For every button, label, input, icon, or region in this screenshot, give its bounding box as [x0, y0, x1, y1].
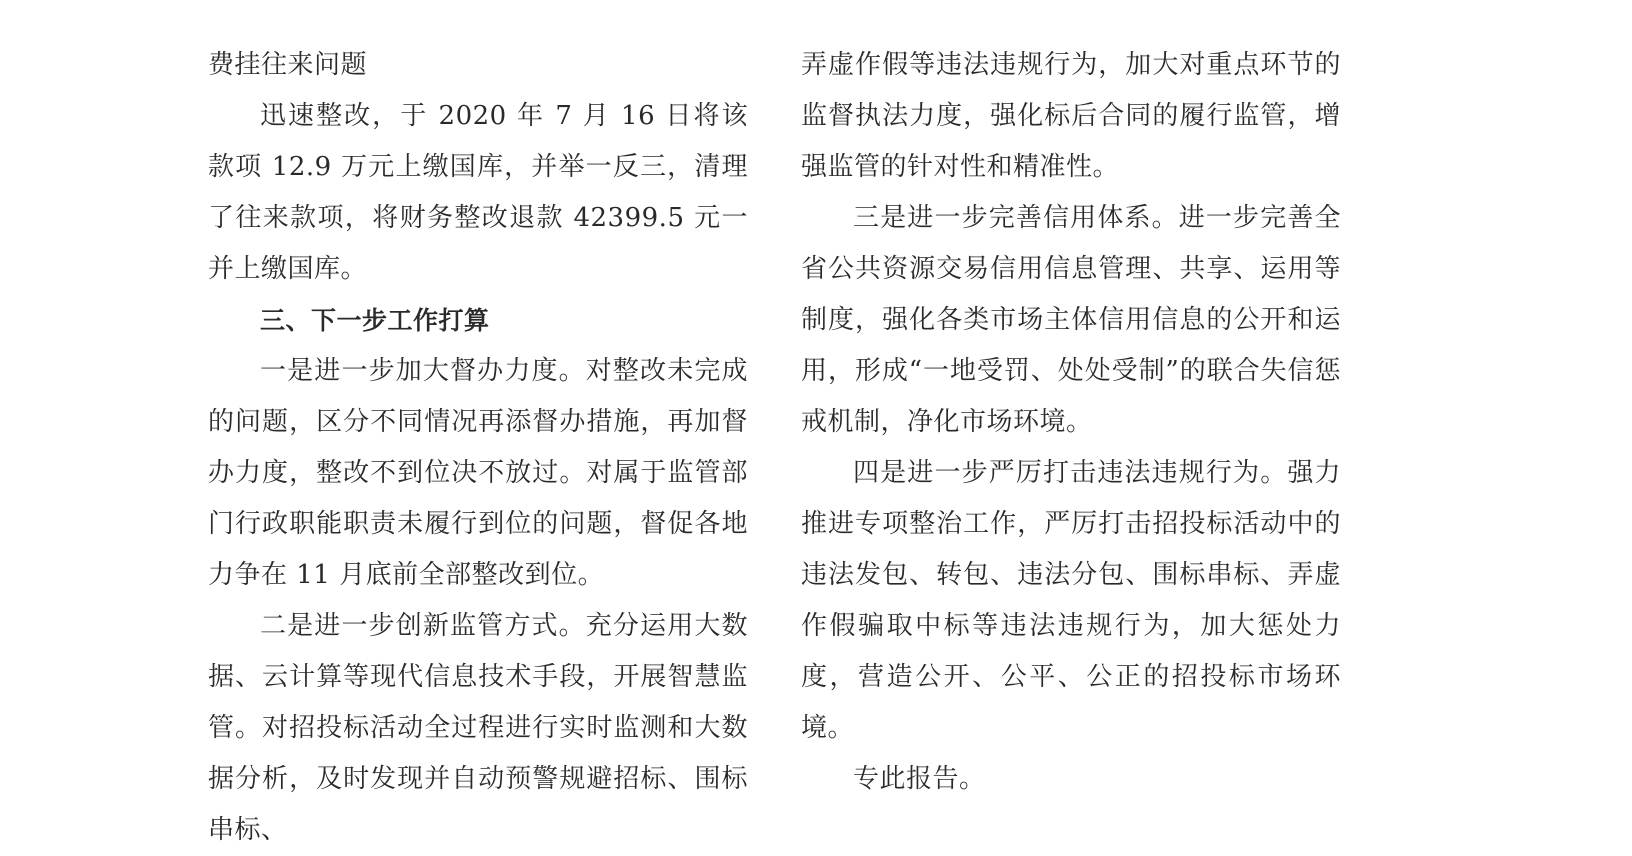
- paragraph-continuation: 费挂往来问题: [208, 50, 368, 80]
- paragraph-point-four: 四是进一步严厉打击违法违规行为。强力推进专项整治工作，严厉打击招投标活动中的违法发包、转包、违法分包、围标串标、弄虚作假骗取中标等违法违规行为，加大惩处力度，营造公开、公平、公正的招投标市场环境。: [801, 458, 1341, 743]
- paragraph-point-two-continued: 弄虚作假等违法违规行为，加大对重点环节的监督执法力度，强化标后合同的履行监管，增强监管的针对性和精准性。: [801, 50, 1341, 182]
- paragraph-rectification: 迅速整改，于 2020 年 7 月 16 日将该款项 12.9 万元上缴国库，并举一反三，清理了往来款项，将财务整改退款 42399.5 元一并上缴国库。: [208, 101, 748, 284]
- right-column: [801, 40, 1341, 805]
- section-heading: 三、下一步工作打算: [260, 306, 490, 335]
- paragraph-point-two: 二是进一步创新监管方式。充分运用大数据、云计算等现代信息技术手段，开展智慧监管。对招投标活动全过程进行实时监测和大数据分析，及时发现并自动预警规避招标、围标串标、: [208, 611, 748, 845]
- paragraph-closing: 专此报告。: [853, 764, 986, 794]
- left-column: [208, 40, 748, 856]
- paragraph-point-three: 三是进一步完善信用体系。进一步完善全省公共资源交易信用信息管理、共享、运用等制度，强化各类市场主体信用信息的公开和运用，形成“一地受罚、处处受制”的联合失信惩戒机制，净化市场环境。: [801, 203, 1341, 437]
- paragraph-point-one: 一是进一步加大督办力度。对整改未完成的问题，区分不同情况再添督办措施，再加督办力度，整改不到位决不放过。对属于监管部门行政职能职责未履行到位的问题，督促各地力争在 11 月底前全部整改到位。: [208, 356, 748, 590]
